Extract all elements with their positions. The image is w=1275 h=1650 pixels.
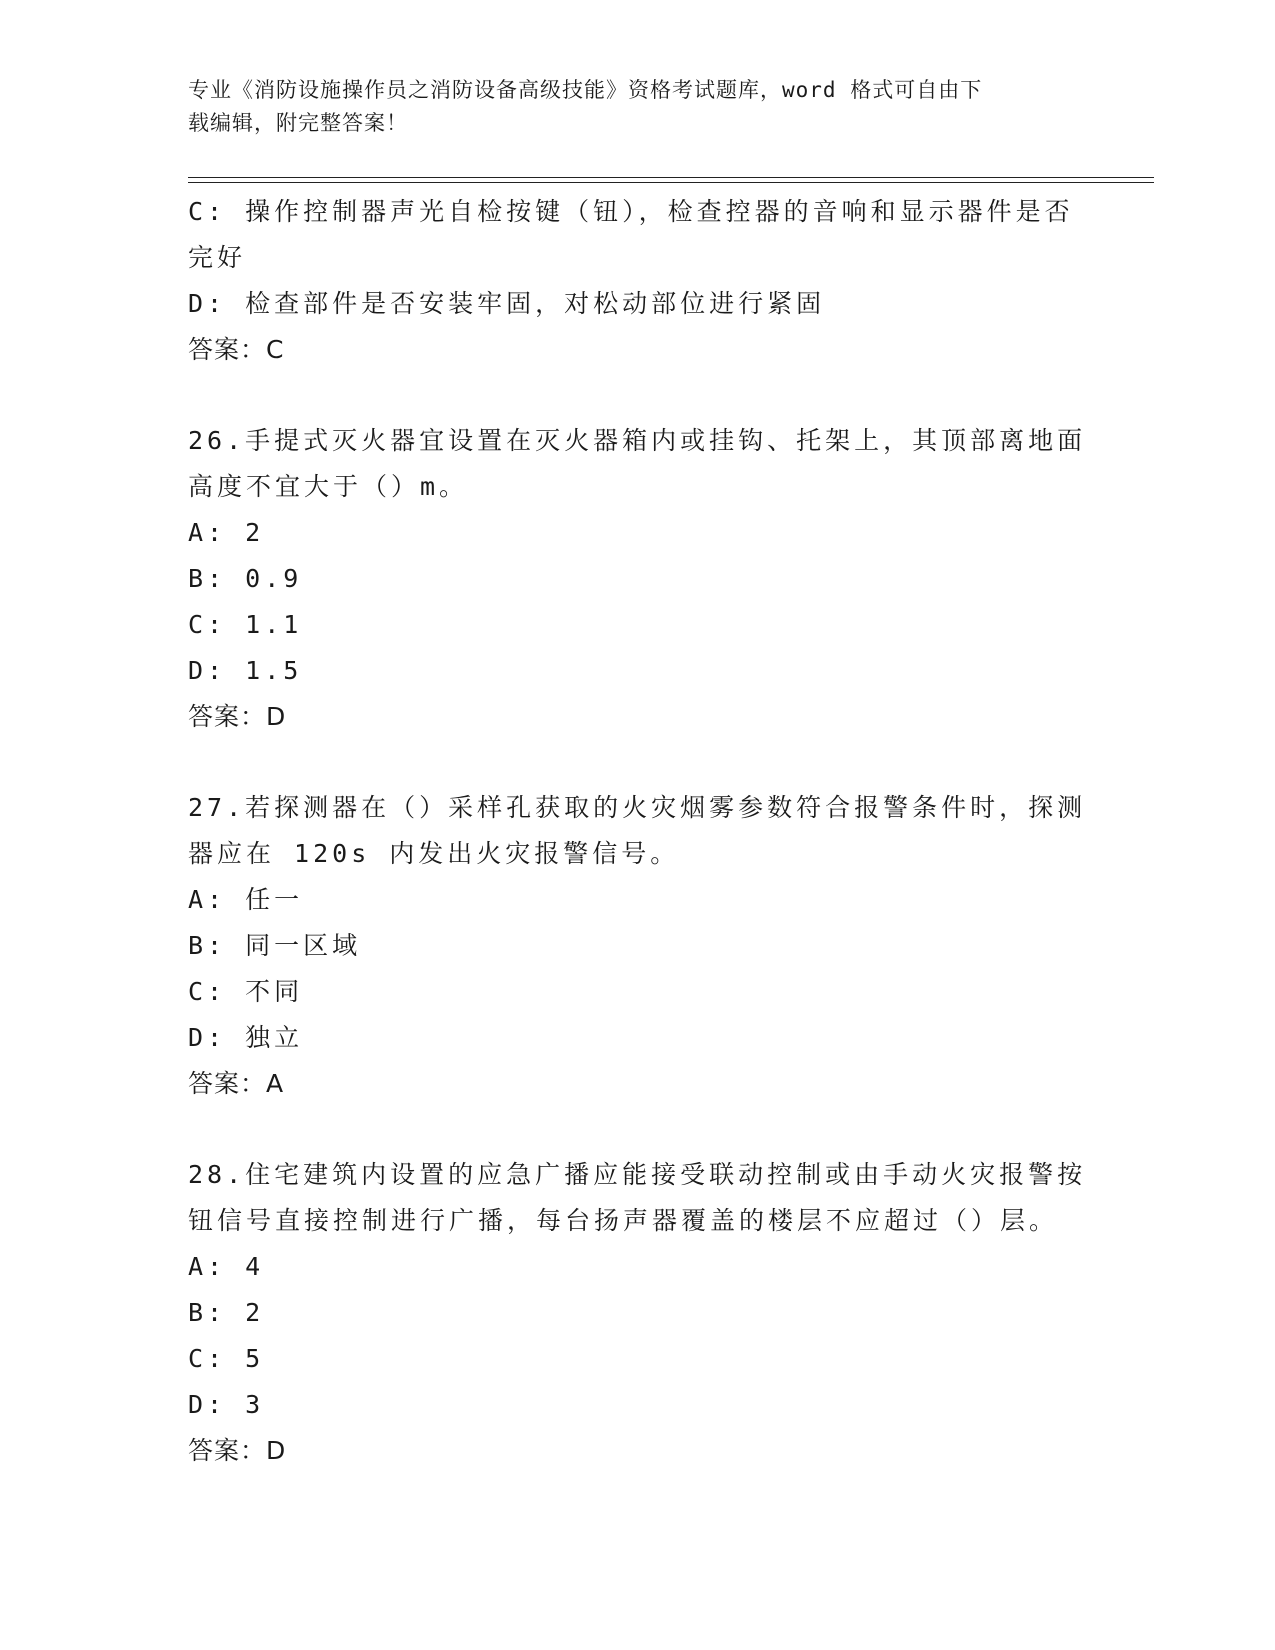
answer-line: 答案：A [188, 1069, 285, 1098]
question-list [188, 189, 1088, 1519]
question-stem: 27.若探测器在（）采样孔获取的火灾烟雾参数符合报警条件时，探测 [188, 793, 1087, 822]
option-a: A: 4 [188, 1252, 265, 1281]
answer-line: 答案：C [188, 335, 285, 364]
option-c: C: 5 [188, 1344, 265, 1373]
option-b: B: 同一区域 [188, 931, 362, 960]
option-a: A: 任一 [188, 885, 304, 914]
question-stem-continued: 高度不宜大于（）m。 [188, 472, 469, 501]
option-d: D: 独立 [188, 1023, 304, 1052]
question-28 [188, 1152, 1088, 1474]
option-c: C: 操作控制器声光自检按键（钮），检查控器的音响和显示器件是否 [188, 197, 1074, 226]
option-d: D: 1.5 [188, 656, 303, 685]
header-line-1: 专业《消防设施操作员之消防设备高级技能》资格考试题库，word 格式可自由下 [188, 78, 983, 102]
document-header [188, 74, 1068, 140]
option-b: B: 0.9 [188, 564, 303, 593]
answer-line: 答案：D [188, 1436, 287, 1465]
question-26 [188, 418, 1088, 740]
option-c-continued: 完好 [188, 243, 247, 272]
header-divider-bottom [188, 182, 1154, 183]
header-line-2: 载编辑，附完整答案！ [188, 111, 408, 135]
question-stem-continued: 钮信号直接控制进行广播，每台扬声器覆盖的楼层不应超过（）层。 [188, 1206, 1059, 1235]
option-c: C: 1.1 [188, 610, 303, 639]
option-b: B: 2 [188, 1298, 265, 1327]
question-27 [188, 785, 1088, 1107]
previous-question-tail [188, 189, 1088, 373]
answer-line: 答案：D [188, 702, 287, 731]
question-stem: 28.住宅建筑内设置的应急广播应能接受联动控制或由手动火灾报警按 [188, 1160, 1087, 1189]
header-divider-top [188, 177, 1154, 178]
option-d: D: 3 [188, 1390, 265, 1419]
option-a: A: 2 [188, 518, 265, 547]
option-d: D: 检查部件是否安装牢固，对松动部位进行紧固 [188, 289, 826, 318]
question-stem-continued: 器应在 120s 内发出火灾报警信号。 [188, 839, 680, 868]
question-stem: 26.手提式灭火器宜设置在灭火器箱内或挂钩、托架上，其顶部离地面 [188, 426, 1087, 455]
option-c: C: 不同 [188, 977, 304, 1006]
